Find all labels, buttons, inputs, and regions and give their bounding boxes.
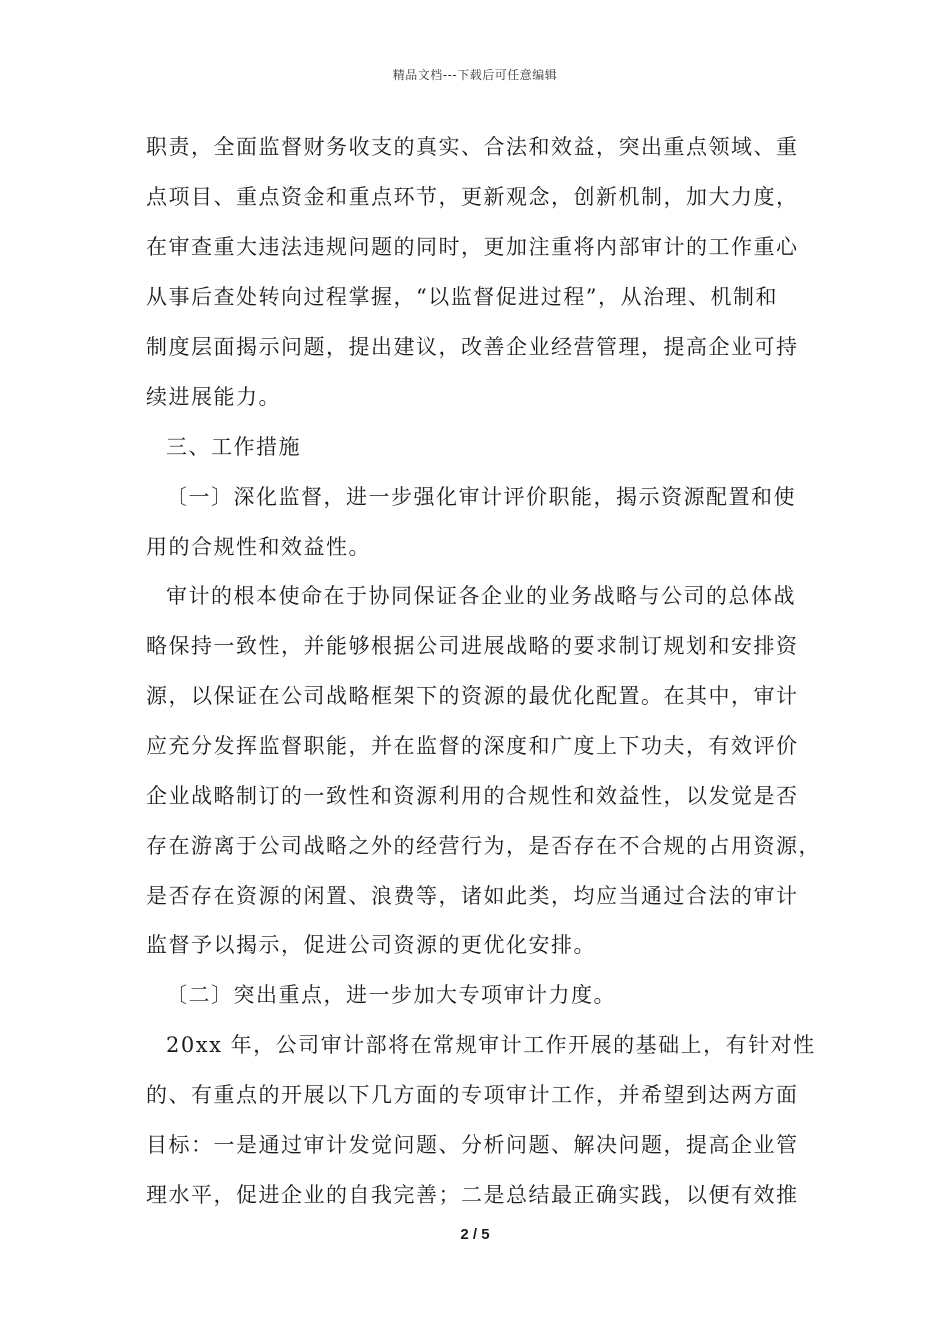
subsection-heading: 〔二〕突出重点，进一步加大专项审计力度。 [166,983,616,1007]
body-line: 企业战略制订的一致性和资源利用的合规性和效益性，以发觉是否 [146,784,799,808]
body-line: 的、有重点的开展以下几方面的专项审计工作，并希望到达两方面 [146,1083,799,1107]
body-line: 源，以保证在公司战略框架下的资源的最优化配置。在其中，审计 [146,684,799,708]
page-number: 2 / 5 [460,1226,490,1243]
body-line: 审计的根本使命在于协同保证各企业的业务战略与公司的总体战 [166,584,796,608]
body-line: 是否存在资源的闲置、浪费等，诸如此类，均应当通过合法的审计 [146,884,799,908]
section-heading: 三、工作措施 [166,435,301,459]
body-line: 20xx 年，公司审计部将在常规审计工作开展的基础上，有针对性 [166,1033,816,1057]
body-line: 点项目、重点资金和重点环节，更新观念，创新机制，加大力度， [146,185,799,209]
body-line: 续进展能力。 [146,385,281,409]
body-line: 用的合规性和效益性。 [146,535,371,559]
body-line: 监督予以揭示，促进公司资源的更优化安排。 [146,933,596,957]
body-line: 理水平，促进企业的自我完善；二是总结最正确实践，以便有效推 [146,1183,799,1207]
body-line: 制度层面揭示问题，提出建议，改善企业经营管理，提高企业可持 [146,335,799,359]
body-line: 应充分发挥监督职能，并在监督的深度和广度上下功夫，有效评价 [146,734,799,758]
body-line: 在审查重大违法违规问题的同时，更加注重将内部审计的工作重心 [146,235,799,259]
body-line: 存在游离于公司战略之外的经营行为，是否存在不合规的占用资源， [146,834,821,858]
subsection-heading: 〔一〕深化监督，进一步强化审计评价职能，揭示资源配置和使 [166,485,796,509]
body-line: 目标：一是通过审计发觉问题、分析问题、解决问题，提高企业管 [146,1133,799,1157]
page-header: 精品文档---下载后可任意编辑 [392,68,558,82]
body-line: 从事后查处转向过程掌握，“以监督促进过程”，从治理、机制和 [146,285,778,309]
body-line: 职责，全面监督财务收支的真实、合法和效益，突出重点领域、重 [146,135,799,159]
body-line: 略保持一致性，并能够根据公司进展战略的要求制订规划和安排资 [146,634,799,658]
